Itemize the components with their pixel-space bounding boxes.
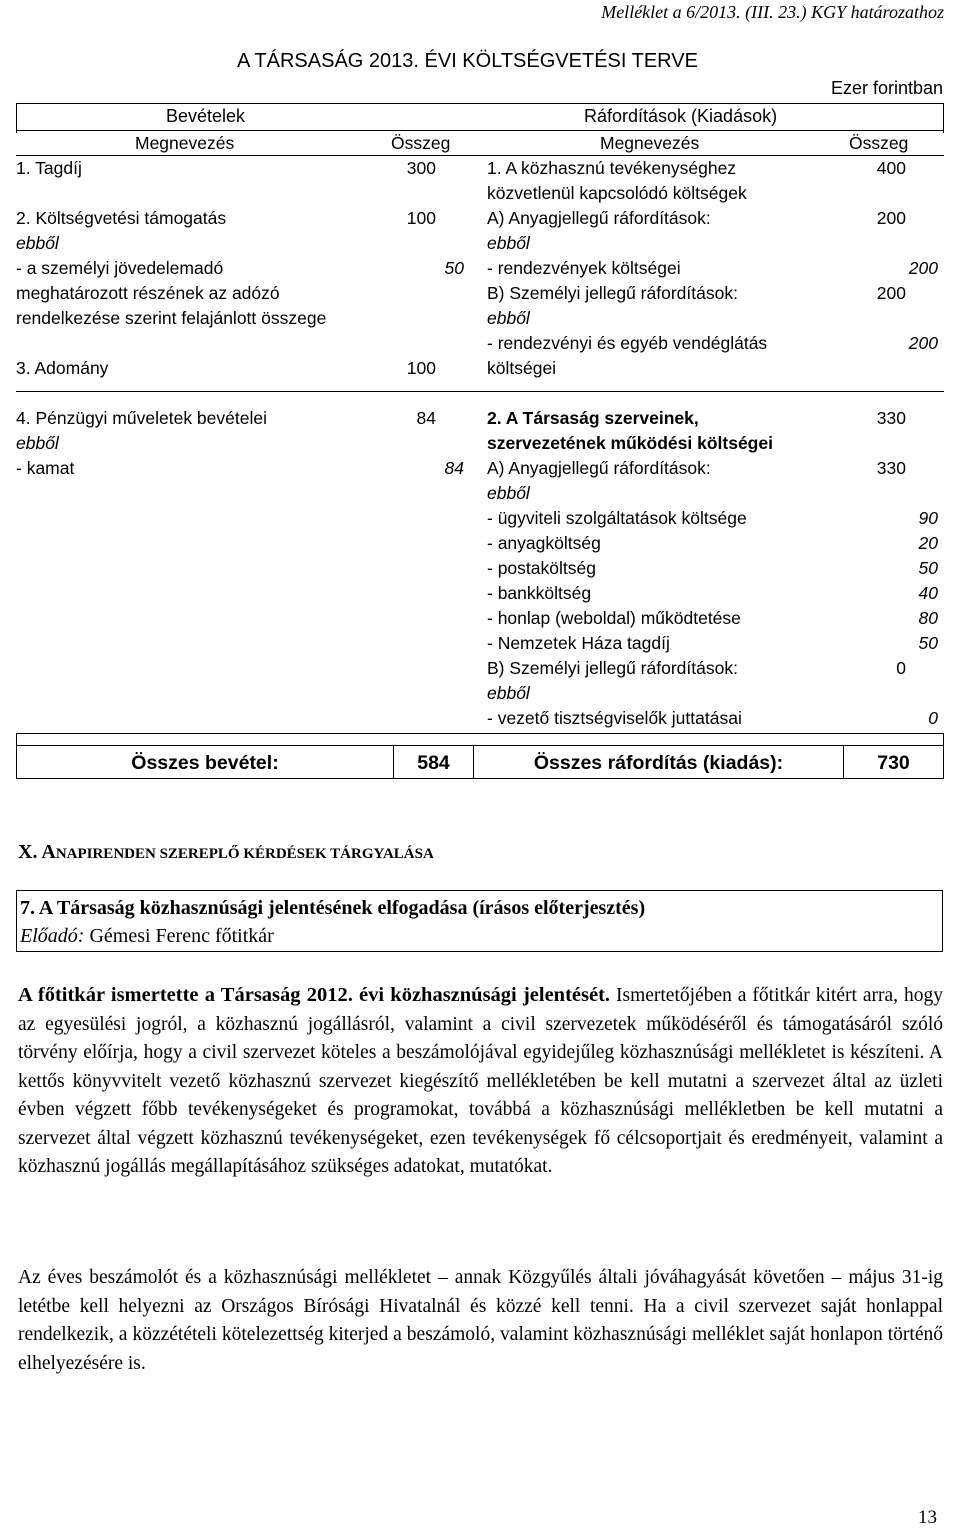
table-line (16, 391, 944, 392)
income-tagdij-value: 300 (406, 158, 436, 178)
income-penzugyi-label: 4. Pénzügyi műveletek bevételei (16, 408, 267, 428)
expense-szemelyi2-label: B) Személyi jellegű ráfordítások: (487, 658, 738, 678)
expense-col-sum: Összeg (849, 133, 909, 153)
paragraph-text: Ismertetőjében a főtitkár kitért arra, hogy az egyesülési jogról, a közhasznú jogállásról, valamint a civil szervezetek működéséről és támogatásáról szóló törvény előírja, hogy a civil szervezet köteles a beszámolójával egyidejűleg közhasznúsági mellékletet is készíteni. A kettős könyvvitelt vezető közhasznú szervezet kiegészítő mellékletében be kell mutatni a szervezet által az üzleti évben végzett főbb tevékenységeket és programokat, továbbá a közhasznúsági mellékletben be kell mutatni a szervezet által végzett közhasznú tevékenységeket, ezen tevékenységek fő célcsoportjait és eredményeit, valamint a közhasznú jogállás megállapításához szükséges adatokat, mutatókat. (18, 985, 943, 1177)
body-paragraph-2: Az éves beszámolót és a közhasznúsági mellékletet – annak Közgyűlés általi jóváhagyását követően – május 31-ig letétbe kell helyezni az Országos Bírósági Hivatalnál és közzé kell tenni. Ha a civil szervezet saját honlappal rendelkezik, a közzétételi kötelezettség kiterjed a beszámoló, valamint közhasznúsági melléklet saját honlapon történő elhelyezésére is. (18, 1267, 943, 1374)
expense-col-name: Megnevezés (600, 133, 700, 153)
table-border (16, 103, 17, 133)
expense-kozhasznu-line1: 1. A közhasznú tevékenységhez (487, 158, 737, 178)
expense-header: Ráfordítások (Kiadások) (584, 106, 778, 126)
expense-item-value: 20 (918, 533, 938, 553)
section-title-rest: NAPIRENDEN SZEREPLŐ KÉRDÉSEK TÁRGYALÁSA (55, 846, 434, 862)
section-heading (18, 839, 434, 867)
income-col-name: Megnevezés (135, 133, 235, 153)
expense-szervek-value: 330 (876, 408, 906, 428)
section-title-first: A (41, 841, 56, 863)
total-expense-label: Összes ráfordítás (kiadás): (533, 752, 784, 774)
income-kamat-value: 84 (444, 458, 464, 478)
expense-anyag1-label: A) Anyagjellegű ráfordítások: (487, 208, 711, 228)
budget-title: A TÁRSASÁG 2013. ÉVI KÖLTSÉGVETÉSI TERVE (237, 50, 698, 72)
expense-item-value: 40 (918, 583, 938, 603)
total-expense-value: 730 (877, 752, 910, 774)
expense-item-label: - Nemzetek Háza tagdíj (487, 633, 670, 653)
expense-item-label: - postaköltség (487, 558, 596, 578)
body-paragraph-1 (18, 981, 943, 1182)
table-line (16, 733, 944, 734)
expense-anyag2-value: 330 (876, 458, 906, 478)
expense-item-value: 50 (918, 633, 938, 653)
income-tagdij-label: 1. Tagdíj (16, 158, 82, 178)
agenda-presenter (20, 923, 274, 949)
income-szja-line2: meghatározott részének az adózó (16, 283, 280, 303)
income-col-sum: Összeg (391, 133, 451, 153)
expense-szervek-line1: 2. A Társaság szerveinek, (487, 408, 699, 428)
income-kamat-label: - kamat (16, 458, 75, 478)
income-szja-line1: - a személyi jövedelemadó (16, 258, 224, 278)
expense-rendezvenyek-label: - rendezvények költségei (487, 258, 681, 278)
expense-szervek-line2: szervezetének működési költségei (487, 433, 773, 453)
table-border (943, 733, 944, 779)
expense-kozhasznu-line2: közvetlenül kapcsolódó költségek (487, 183, 747, 203)
expense-vezeto-label: - vezető tisztségviselők juttatásai (487, 708, 742, 728)
presenter-name: Gémesi Ferenc főtitkár (89, 925, 274, 947)
expense-rendezvenyek-value: 200 (908, 258, 938, 278)
table-bottom-border (16, 778, 944, 779)
expense-szemelyi2-value: 0 (896, 658, 906, 678)
section-roman: X. (18, 841, 38, 863)
income-tamogatas-label: 2. Költségvetési támogatás (16, 208, 227, 228)
expense-item-value: 90 (918, 508, 938, 528)
expense-kozhasznu-value: 400 (876, 158, 906, 178)
presenter-label: Előadó: (20, 925, 85, 947)
expense-item-value: 50 (918, 558, 938, 578)
expense-vezeto-value: 0 (928, 708, 938, 728)
table-top-border (16, 103, 944, 104)
income-szja-line3: rendelkezése szerint felajánlott összege (16, 308, 327, 328)
expense-ebbol: ebből (487, 683, 530, 703)
income-penzugyi-value: 84 (416, 408, 436, 428)
expense-item-label: - ügyviteli szolgáltatások költsége (487, 508, 747, 528)
expense-item-value: 80 (918, 608, 938, 628)
income-header: Bevételek (166, 106, 246, 126)
expense-vendeglatas-line1: - rendezvényi és egyéb vendéglátás (487, 333, 768, 353)
expense-anyag2-label: A) Anyagjellegű ráfordítások: (487, 458, 711, 478)
expense-anyag1-value: 200 (876, 208, 906, 228)
page-number: 13 (918, 1507, 937, 1528)
total-income-value: 584 (417, 752, 450, 774)
income-adomany-value: 100 (406, 358, 436, 378)
expense-ebbol: ebből (487, 233, 530, 253)
agenda-title: 7. A Társaság közhasznúsági jelentésének elfogadása (írásos előterjesztés) (20, 897, 646, 919)
table-line (16, 745, 944, 746)
expense-ebbol: ebből (487, 483, 530, 503)
expense-ebbol: ebből (487, 308, 530, 328)
table-border (943, 103, 944, 133)
expense-szemelyi1-label: B) Személyi jellegű ráfordítások: (487, 283, 738, 303)
unit-label: Ezer forintban (830, 78, 943, 98)
expense-vendeglatas-value: 200 (908, 333, 938, 353)
expense-item-label: - honlap (weboldal) működtetése (487, 608, 741, 628)
expense-vendeglatas-line2: költségei (487, 358, 557, 378)
header-note: Melléklet a 6/2013. (III. 23.) KGY határozathoz (601, 2, 944, 22)
expense-item-label: - bankköltség (487, 583, 592, 603)
expense-szemelyi1-value: 200 (876, 283, 906, 303)
paragraph-lead: A főtitkár ismertette a Társaság 2012. évi közhasznúsági jelentését. (18, 984, 611, 1006)
income-szja-value: 50 (444, 258, 464, 278)
income-ebbol: ebből (16, 233, 59, 253)
income-adomany-label: 3. Adomány (16, 358, 109, 378)
income-tamogatas-value: 100 (406, 208, 436, 228)
income-ebbol: ebből (16, 433, 59, 453)
total-income-label: Összes bevétel: (131, 752, 279, 774)
expense-item-label: - anyagköltség (487, 533, 601, 553)
